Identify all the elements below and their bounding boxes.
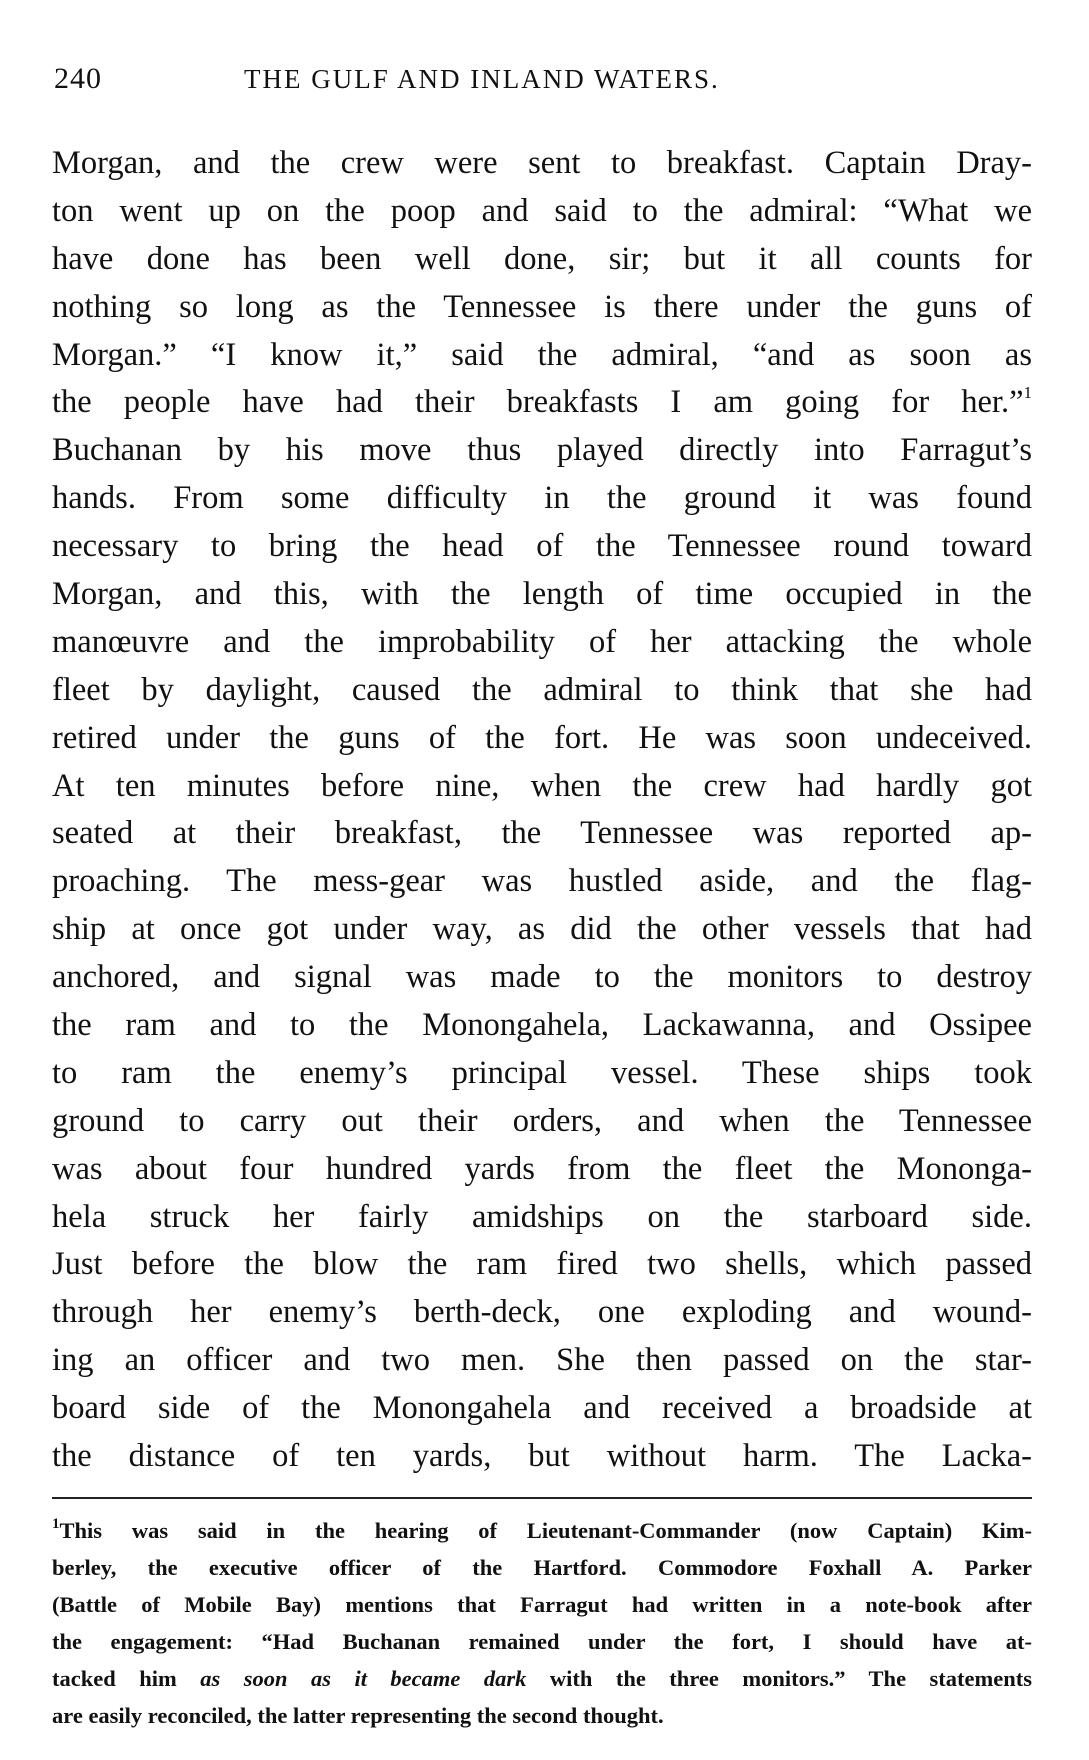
text-line: manœuvre and the improbability of her attacking the whole <box>52 623 1032 660</box>
footnote-reference: 1 <box>1023 383 1032 403</box>
text-line: hands. From some difficulty in the ground it was found <box>52 480 1032 517</box>
text-line: was about four hundred yards from the fleet the Mononga- <box>52 1150 1032 1187</box>
text-line: Just before the blow the ram fired two shells, which passed <box>52 1246 1032 1283</box>
text-line: to ram the enemy’s principal vessel. These ships took <box>52 1054 1032 1091</box>
text-line: the distance of ten yards, but without harm. The Lacka- <box>52 1438 1032 1475</box>
text-line: hela struck her fairly amidships on the starboard side. <box>52 1198 1032 1235</box>
body-text <box>52 140 1032 1481</box>
footnote-quote-italic: as soon as it became dark <box>200 1666 527 1691</box>
footnote-line: are easily reconciled, the latter representing the second thought. <box>52 1703 664 1728</box>
text-line-content: the people have had their breakfasts I am going for her.” <box>52 384 1024 421</box>
footnote-line: berley, the executive officer of the Hartford. Commodore Foxhall A. Parker <box>52 1555 1032 1580</box>
text-line: Morgan.” “I know it,” said the admiral, “and as soon as <box>52 336 1032 373</box>
text-line: Morgan, and this, with the length of time occupied in the <box>52 576 1032 613</box>
text-line: retired under the guns of the fort. He was soon undeceived. <box>52 719 1032 756</box>
text-line: nothing so long as the Tennessee is there under the guns of <box>52 288 1032 325</box>
page-number: 240 <box>54 62 102 95</box>
text-line: ton went up on the poop and said to the admiral: “What we <box>52 192 1032 229</box>
text-line: At ten minutes before nine, when the crew had hardly got <box>52 767 1032 804</box>
footnote-line <box>52 1512 1032 1549</box>
running-head <box>54 62 1034 102</box>
footnote <box>52 1512 1032 1734</box>
footnote-divider <box>52 1497 1032 1499</box>
text-line: the ram and to the Monongahela, Lackawanna, and Ossipee <box>52 1007 1032 1044</box>
text-line: have done has been well done, sir; but it all counts for <box>52 240 1032 277</box>
footnote-text: This was said in the hearing of Lieutenant-Commander (now Captain) Kim- <box>59 1518 1032 1543</box>
text-line: seated at their breakfast, the Tennessee was reported ap- <box>52 815 1032 852</box>
text-line: ing an officer and two men. She then passed on the star- <box>52 1342 1032 1379</box>
footnote-line: the engagement: “Had Buchanan remained under the fort, I should have at- <box>52 1629 1032 1654</box>
footnote-text: tacked him <box>52 1666 201 1691</box>
text-line: proaching. The mess-gear was hustled aside, and the flag- <box>52 863 1032 900</box>
text-line-with-footnote-ref <box>52 379 1032 427</box>
text-line: through her enemy’s berth-deck, one exploding and wound- <box>52 1294 1032 1331</box>
text-line: fleet by daylight, caused the admiral to think that she had <box>52 671 1032 708</box>
text-line: Morgan, and the crew were sent to breakfast. Captain Dray- <box>52 145 1032 181</box>
text-line: necessary to bring the head of the Tennessee round toward <box>52 528 1032 565</box>
text-line: Buchanan by his move thus played directly into Farragut’s <box>52 432 1032 469</box>
text-line: anchored, and signal was made to the monitors to destroy <box>52 959 1032 996</box>
footnote-line: (Battle of Mobile Bay) mentions that Farragut had written in a note-book after <box>52 1592 1032 1617</box>
text-line: ship at once got under way, as did the other vessels that had <box>52 911 1032 948</box>
footnote-line <box>52 1660 1032 1697</box>
running-title: THE GULF AND INLAND WATERS. <box>244 64 720 94</box>
text-line: board side of the Monongahela and received a broadside at <box>52 1390 1032 1427</box>
footnote-marker: 1 <box>52 1516 60 1532</box>
text-line: ground to carry out their orders, and when the Tennessee <box>52 1102 1032 1139</box>
footnote-text: with the three monitors.” The statements <box>526 1666 1032 1691</box>
